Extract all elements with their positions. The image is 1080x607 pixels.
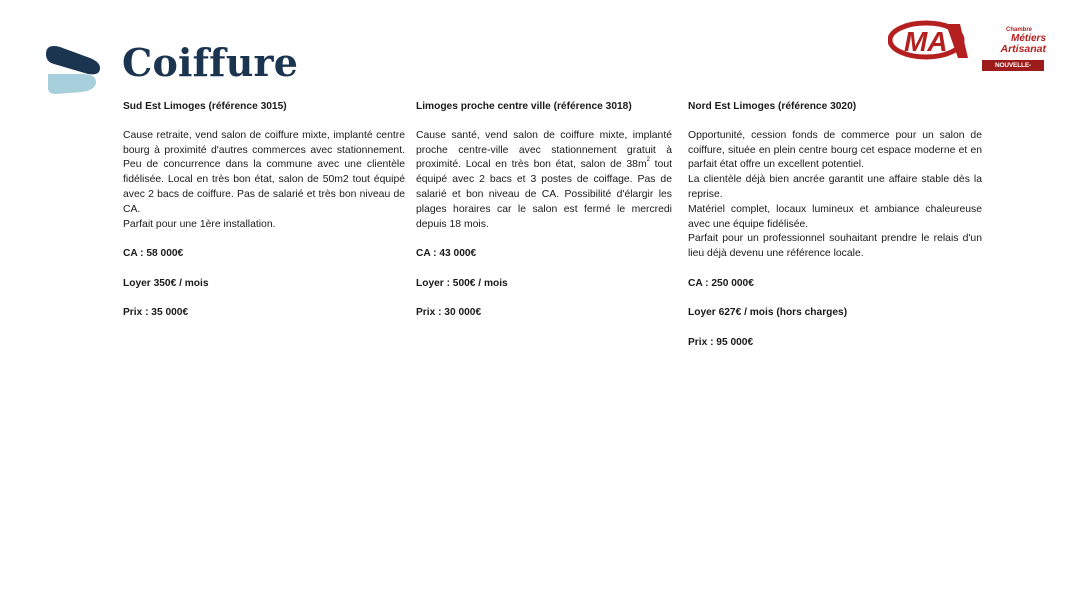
description-paragraph: La clientèle déjà bien ancrée garantit une affaire stable dès la reprise. [688, 174, 982, 200]
page-title: Coiffure [122, 40, 299, 85]
listing-column-2 [416, 100, 672, 321]
listing-ca: CA : 58 000€ [123, 248, 184, 260]
description-paragraph: Opportunité, cession fonds de commerce pour un salon de coiffure, située en plein centre bourg cet espace moderne et en parfait état offre un excellent potentiel. [688, 129, 982, 171]
listing-prix: Prix : 30 000€ [416, 307, 482, 319]
listing-ca: CA : 43 000€ [416, 248, 477, 260]
logo-line3: Artisanat [1000, 43, 1046, 55]
logo-line1: Chambre [1005, 27, 1032, 33]
listing-column-3 [688, 100, 982, 351]
svg-text:MA: MA [904, 26, 948, 57]
listing-ca: CA : 250 000€ [688, 277, 754, 289]
listing-title: Nord Est Limoges (référence 3020) [688, 101, 857, 112]
description-paragraph: Parfait pour un professionnel souhaitant prendre le relais d'un lieu déjà devenu une référence locale. [688, 233, 982, 260]
listing-prix: Prix : 95 000€ [688, 336, 754, 348]
description-paragraph [416, 129, 672, 233]
listing-description [123, 129, 405, 233]
description-paragraph: Parfait pour une 1ère installation. [123, 218, 276, 230]
logo-text [984, 27, 1046, 55]
listing-description [416, 129, 672, 233]
description-paragraph: Cause retraite, vend salon de coiffure mixte, implanté centre bourg à proximité d'autres commerces avec stationnement. Peu de concurrence dans la commune avec une clientèle fidélisée. Local en très bon état, salon de 50m2 tout équipé avec 2 bacs de coiffure. Pas de salarié et très bon niveau de CA. [123, 129, 405, 215]
listing-loyer: Loyer : 500€ / mois [416, 277, 508, 289]
logo-badge: NOUVELLE-AQUITAINE [982, 60, 1044, 71]
superscript: 2 [646, 157, 650, 164]
listing-prix: Prix : 35 000€ [123, 307, 189, 319]
listing-title: Limoges proche centre ville (référence 3018) [416, 101, 632, 112]
description-text: Cause santé, vend salon de coiffure mixte, implanté proche centre-ville avec stationnement gratuit à proximité. Local en très bon état, salon de 38m [416, 129, 672, 171]
description-paragraph: Matériel complet, locaux lumineux et ambiance chaleureuse avec une équipe fidélisée. [688, 203, 982, 230]
listing-title: Sud Est Limoges (référence 3015) [123, 101, 287, 112]
decorative-chevron-icon [44, 44, 102, 96]
listing-description [688, 129, 982, 262]
listing-loyer: Loyer 350€ / mois [123, 277, 209, 289]
description-text: tout équipé avec 2 bacs et 3 postes de coiffage. Pas de salarié et bon niveau de CA. Possibilité d'élargir les plages horaires car le salon est fermé le mercredi depuis 18 mois. [416, 159, 672, 230]
listing-loyer: Loyer 627€ / mois (hors charges) [688, 307, 848, 319]
logo-line2: Métiers [1010, 33, 1046, 44]
listing-column-1 [123, 100, 405, 321]
